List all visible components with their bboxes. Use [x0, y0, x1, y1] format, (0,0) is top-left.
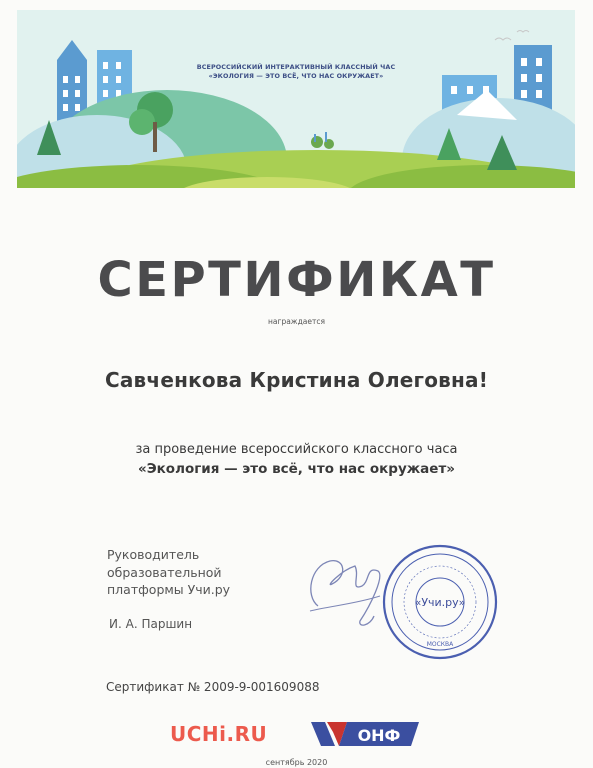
banner-title	[167, 63, 425, 81]
banner-title-line1: ВСЕРОССИЙСКИЙ ИНТЕРАКТИВНЫЙ КЛАССНЫЙ ЧАС	[196, 63, 396, 71]
stamp-center-text: «Учи.ру»	[414, 596, 466, 609]
banner-title-line2: «ЭКОЛОГИЯ — ЭТО ВСЁ, ЧТО НАС ОКРУЖАЕТ»	[208, 72, 384, 80]
header-banner	[17, 10, 575, 188]
signer-role-line2: образовательной	[107, 564, 222, 580]
uchi-ru-logo: UCHi.RU	[170, 722, 268, 746]
reason-line-1: за проведение всероссийского классного часа	[135, 442, 458, 457]
onf-logo	[311, 720, 421, 748]
organization-stamp	[380, 542, 500, 662]
signer-name: И. А. Паршин	[109, 617, 193, 631]
certificate-number: Сертификат № 2009-9-001609088	[106, 680, 320, 694]
landscape-illustration	[17, 10, 575, 188]
reason-line-2: «Экология — это всё, что нас окружает»	[138, 461, 455, 477]
onf-logo-text: ОНФ	[357, 726, 401, 745]
certificate-title: СЕРТИФИКАТ	[97, 252, 496, 308]
stamp-city: МОСКВА	[426, 641, 454, 648]
signer-role	[107, 546, 230, 599]
issue-date: сентябрь 2020	[265, 758, 328, 767]
awarded-label: награждается	[268, 317, 325, 326]
signer-role-line1: Руководитель	[107, 547, 200, 562]
signer-role-line3: платформы Учи.ру	[107, 582, 231, 597]
recipient-name: Савченкова Кристина Олеговна!	[104, 368, 489, 392]
